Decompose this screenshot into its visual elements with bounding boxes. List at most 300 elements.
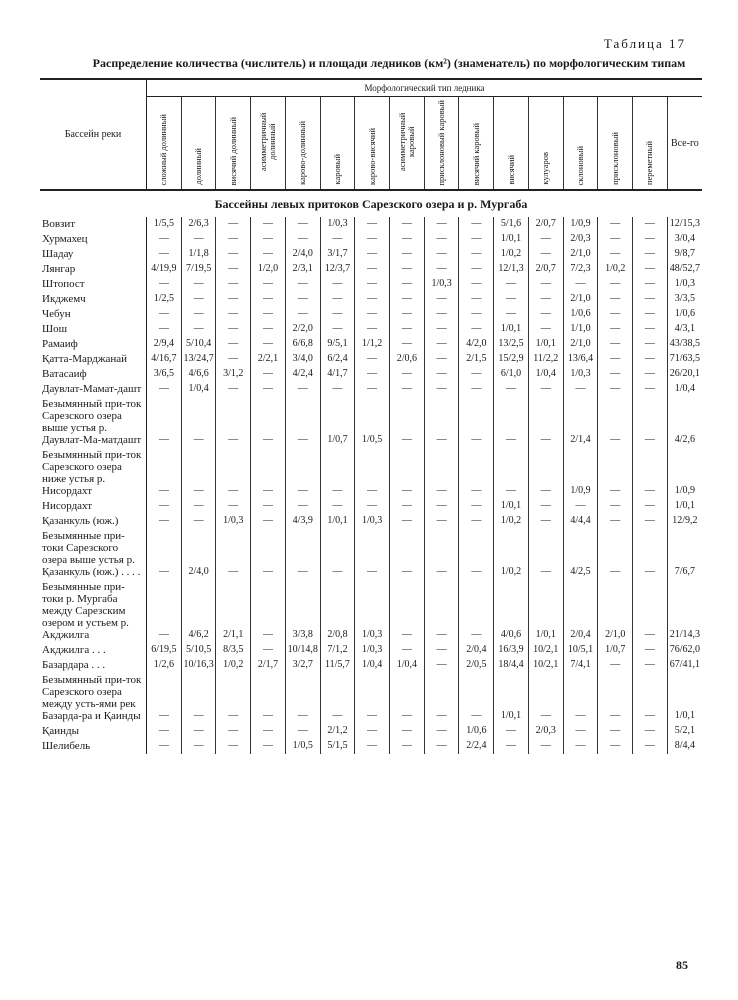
empty-dash: —	[332, 710, 343, 721]
count-over-area: 2/0,7	[535, 218, 556, 229]
empty-dash: —	[263, 218, 274, 229]
empty-dash: —	[436, 710, 447, 721]
table-cell	[390, 322, 425, 337]
table-cell	[216, 724, 251, 739]
table-cell	[181, 529, 216, 580]
empty-dash: —	[228, 566, 239, 577]
empty-dash: —	[436, 383, 447, 394]
table-cell	[320, 337, 355, 352]
table-cell	[424, 337, 459, 352]
empty-dash: —	[158, 323, 169, 334]
table-cell	[251, 217, 286, 232]
table-row	[40, 724, 702, 739]
table-cell	[251, 367, 286, 382]
table-cell	[355, 277, 390, 292]
empty-dash: —	[158, 515, 169, 526]
count-over-area: 13/2,5	[498, 338, 524, 349]
table-cell	[285, 292, 320, 307]
empty-dash: —	[401, 725, 412, 736]
table-cell	[667, 673, 702, 724]
table-cell	[563, 277, 598, 292]
table-cell	[216, 337, 251, 352]
empty-dash: —	[193, 725, 204, 736]
basin-name: Шелибель	[40, 739, 147, 754]
empty-dash: —	[228, 500, 239, 511]
empty-dash: —	[263, 308, 274, 319]
count-over-area: 7/2,3	[570, 263, 591, 274]
table-row	[40, 643, 702, 658]
table-cell	[424, 739, 459, 754]
table-cell	[355, 322, 390, 337]
table-cell	[147, 514, 182, 529]
column-header	[285, 97, 320, 191]
column-header	[320, 97, 355, 191]
table-cell	[181, 232, 216, 247]
table-cell	[528, 247, 563, 262]
empty-dash: —	[263, 293, 274, 304]
empty-dash: —	[471, 233, 482, 244]
table-cell	[285, 739, 320, 754]
table-cell	[528, 397, 563, 448]
table-cell	[355, 292, 390, 307]
count-over-area: 1/0,1	[500, 500, 522, 511]
table-cell	[563, 322, 598, 337]
empty-dash: —	[193, 485, 204, 496]
table-cell	[563, 352, 598, 367]
table-cell	[181, 382, 216, 397]
table-cell	[494, 643, 529, 658]
empty-dash: —	[506, 278, 517, 289]
empty-dash: —	[644, 740, 655, 751]
empty-dash: —	[436, 629, 447, 640]
count-over-area: 9/5,1	[327, 338, 348, 349]
table-cell	[216, 247, 251, 262]
count-over-area: 10/16,3	[183, 659, 214, 670]
column-header-label: присклоновый	[609, 132, 620, 185]
table-cell	[216, 367, 251, 382]
table-cell	[667, 262, 702, 277]
column-header	[424, 97, 459, 191]
column-header	[355, 97, 390, 191]
count-over-area: 9/8,7	[674, 248, 696, 259]
count-over-area: 3/3,8	[292, 629, 313, 640]
table-cell	[285, 382, 320, 397]
count-over-area: 13/24,7	[183, 353, 214, 364]
table-cell	[285, 448, 320, 499]
table-cell	[181, 277, 216, 292]
count-over-area: 2/6,3	[188, 218, 209, 229]
morph-type-header: Морфологический тип ледника	[147, 79, 703, 97]
table-cell	[320, 367, 355, 382]
table-cell	[390, 397, 425, 448]
column-header	[216, 97, 251, 191]
table-cell	[320, 673, 355, 724]
count-over-area: 1/0,3	[570, 368, 591, 379]
table-cell	[251, 673, 286, 724]
table-cell	[494, 367, 529, 382]
table-cell	[147, 643, 182, 658]
count-over-area: 15/2,9	[498, 353, 524, 364]
page-number: 85	[676, 958, 688, 972]
empty-dash: —	[644, 218, 655, 229]
table-cell	[598, 247, 633, 262]
column-header	[528, 97, 563, 191]
column-header	[494, 97, 529, 191]
count-over-area: 16/3,9	[498, 644, 524, 655]
table-cell	[216, 307, 251, 322]
table-cell	[216, 352, 251, 367]
table-cell	[147, 352, 182, 367]
table-cell	[355, 247, 390, 262]
empty-dash: —	[367, 353, 378, 364]
empty-dash: —	[540, 308, 551, 319]
table-cell	[528, 352, 563, 367]
table-cell	[633, 262, 668, 277]
table-cell	[251, 337, 286, 352]
table-cell	[633, 337, 668, 352]
empty-dash: —	[644, 278, 655, 289]
table-cell	[390, 673, 425, 724]
table-cell	[633, 643, 668, 658]
column-header	[147, 97, 182, 191]
count-over-area: 10/14,8	[287, 644, 318, 655]
empty-dash: —	[297, 485, 308, 496]
table-cell	[390, 448, 425, 499]
table-cell	[424, 277, 459, 292]
table-cell	[251, 580, 286, 643]
table-cell	[147, 322, 182, 337]
count-over-area: 4/3,1	[674, 323, 696, 334]
count-over-area: 2/1,5	[466, 353, 487, 364]
empty-dash: —	[575, 710, 586, 721]
section-heading: Бассейны левых притоков Сарезского озера и р. Мургаба	[214, 196, 528, 211]
empty-dash: —	[610, 293, 621, 304]
table-cell	[147, 673, 182, 724]
table-cell	[251, 352, 286, 367]
table-cell	[667, 643, 702, 658]
table-cell	[528, 448, 563, 499]
empty-dash: —	[263, 383, 274, 394]
empty-dash: —	[471, 383, 482, 394]
table-cell	[320, 448, 355, 499]
table-cell	[216, 217, 251, 232]
table-cell	[181, 514, 216, 529]
empty-dash: —	[193, 434, 204, 445]
basin-name: Базардара . . .	[40, 658, 147, 673]
empty-dash: —	[401, 233, 412, 244]
table-cell	[216, 382, 251, 397]
table-cell	[528, 658, 563, 673]
table-cell	[251, 322, 286, 337]
table-cell	[355, 262, 390, 277]
basin-name: Ватасаиф	[40, 367, 147, 382]
empty-dash: —	[644, 293, 655, 304]
table-cell	[181, 292, 216, 307]
empty-dash: —	[610, 485, 621, 496]
table-cell	[285, 580, 320, 643]
count-over-area: 3/3,5	[674, 293, 696, 304]
count-over-area: 2/1,7	[257, 659, 279, 670]
table-cell	[528, 724, 563, 739]
table-cell	[633, 580, 668, 643]
empty-dash: —	[471, 629, 482, 640]
count-over-area: 2/0,7	[535, 263, 556, 274]
table-cell	[320, 322, 355, 337]
table-cell	[459, 247, 494, 262]
empty-dash: —	[158, 434, 169, 445]
empty-dash: —	[610, 353, 621, 364]
empty-dash: —	[158, 725, 169, 736]
table-cell	[285, 247, 320, 262]
table-cell	[355, 724, 390, 739]
empty-dash: —	[297, 725, 308, 736]
count-over-area: 1/0,3	[327, 218, 348, 229]
table-cell	[251, 658, 286, 673]
table-cell	[355, 529, 390, 580]
table-cell	[424, 352, 459, 367]
empty-dash: —	[193, 710, 204, 721]
empty-dash: —	[332, 323, 343, 334]
table-cell	[494, 277, 529, 292]
table-cell	[633, 448, 668, 499]
count-over-area: 11/5,7	[324, 659, 350, 670]
empty-dash: —	[436, 644, 447, 655]
table-cell	[355, 658, 390, 673]
empty-dash: —	[610, 515, 621, 526]
table-row	[40, 262, 702, 277]
table-cell	[598, 382, 633, 397]
count-over-area: 5/2,1	[674, 725, 696, 736]
count-over-area: 4/19,9	[151, 263, 177, 274]
empty-dash: —	[540, 278, 551, 289]
table-cell	[285, 217, 320, 232]
table-cell	[251, 739, 286, 754]
empty-dash: —	[401, 629, 412, 640]
table-cell	[633, 499, 668, 514]
count-over-area: 1/0,1	[535, 338, 556, 349]
table-cell	[528, 739, 563, 754]
table-cell	[494, 262, 529, 277]
empty-dash: —	[297, 500, 308, 511]
table-cell	[285, 262, 320, 277]
basin-name: Штопост	[40, 277, 147, 292]
table-cell	[528, 337, 563, 352]
empty-dash: —	[610, 368, 621, 379]
table-row	[40, 499, 702, 514]
empty-dash: —	[228, 434, 239, 445]
empty-dash: —	[367, 368, 378, 379]
table-cell	[667, 499, 702, 514]
table-cell	[147, 580, 182, 643]
empty-dash: —	[436, 353, 447, 364]
table-cell	[216, 499, 251, 514]
count-over-area: 71/63,5	[669, 353, 701, 364]
empty-dash: —	[263, 485, 274, 496]
basin-name: Шош	[40, 322, 147, 337]
count-over-area: 10/5,1	[567, 644, 594, 655]
basin-name: Қаинды	[40, 724, 147, 739]
count-over-area: 1/1,0	[570, 323, 591, 334]
table-cell	[390, 232, 425, 247]
table-cell	[633, 514, 668, 529]
empty-dash: —	[436, 659, 447, 670]
empty-dash: —	[193, 323, 204, 334]
table-cell	[181, 307, 216, 322]
table-cell	[528, 307, 563, 322]
table-cell	[181, 739, 216, 754]
count-over-area: 2/0,6	[396, 353, 418, 364]
count-over-area: 1/0,2	[500, 515, 522, 526]
table-cell	[147, 247, 182, 262]
count-over-area: 2/1,0	[570, 248, 591, 259]
empty-dash: —	[193, 233, 204, 244]
empty-dash: —	[506, 725, 517, 736]
table-cell	[181, 724, 216, 739]
table-cell	[147, 307, 182, 322]
count-over-area: 1/0,9	[674, 485, 696, 496]
basin-name: Безымянный при-ток Сарезского озера выше устья р. Даувлат-Ма-матдашт	[40, 397, 147, 448]
count-over-area: 4/4,4	[570, 515, 591, 526]
table-cell	[355, 448, 390, 499]
table-cell	[494, 724, 529, 739]
table-cell	[598, 580, 633, 643]
empty-dash: —	[158, 710, 169, 721]
column-header-label: каровый	[331, 154, 342, 185]
table-cell	[424, 529, 459, 580]
table-cell	[598, 529, 633, 580]
count-over-area: 2/0,5	[466, 659, 487, 670]
count-over-area: 7/6,7	[674, 566, 696, 577]
empty-dash: —	[263, 740, 274, 751]
table-cell	[424, 397, 459, 448]
table-cell	[320, 307, 355, 322]
table-cell	[181, 217, 216, 232]
table-cell	[320, 643, 355, 658]
table-cell	[598, 232, 633, 247]
table-cell	[528, 673, 563, 724]
empty-dash: —	[297, 293, 308, 304]
table-cell	[320, 739, 355, 754]
table-cell	[598, 658, 633, 673]
table-cell	[216, 514, 251, 529]
table-cell	[528, 382, 563, 397]
count-over-area: 1/5,5	[153, 218, 174, 229]
column-header-label: висячий долинный	[227, 116, 238, 185]
table-cell	[285, 673, 320, 724]
empty-dash: —	[471, 278, 482, 289]
empty-dash: —	[644, 434, 655, 445]
table-cell	[320, 352, 355, 367]
table-cell	[147, 292, 182, 307]
table-cell	[667, 367, 702, 382]
empty-dash: —	[540, 248, 551, 259]
table-cell	[320, 277, 355, 292]
table-cell	[285, 658, 320, 673]
table-cell	[355, 499, 390, 514]
table-cell	[633, 529, 668, 580]
empty-dash: —	[158, 383, 169, 394]
empty-dash: —	[193, 740, 204, 751]
count-over-area: 1/0,6	[674, 308, 696, 319]
table-cell	[216, 277, 251, 292]
table-cell	[181, 448, 216, 499]
empty-dash: —	[367, 233, 378, 244]
empty-dash: —	[401, 338, 412, 349]
count-over-area: 4/2,0	[466, 338, 487, 349]
table-cell	[667, 217, 702, 232]
table-cell	[216, 580, 251, 643]
empty-dash: —	[332, 293, 343, 304]
empty-dash: —	[610, 248, 621, 259]
table-cell	[424, 724, 459, 739]
table-cell	[251, 262, 286, 277]
empty-dash: —	[367, 383, 378, 394]
table-cell	[216, 658, 251, 673]
table-cell	[285, 307, 320, 322]
table-cell	[285, 514, 320, 529]
table-cell	[459, 739, 494, 754]
table-cell	[459, 514, 494, 529]
basin-name: Безымянные при-токи Сарезского озера выше устья р. Қазанкуль (юж.) . . . .	[40, 529, 147, 580]
table-row	[40, 367, 702, 382]
table-cell	[459, 658, 494, 673]
empty-dash: —	[158, 629, 169, 640]
count-over-area: 43/38,5	[669, 338, 701, 349]
empty-dash: —	[401, 515, 412, 526]
empty-dash: —	[436, 485, 447, 496]
table-cell	[563, 643, 598, 658]
empty-dash: —	[471, 323, 482, 334]
table-cell	[563, 247, 598, 262]
empty-dash: —	[471, 248, 482, 259]
empty-dash: —	[644, 338, 655, 349]
count-over-area: 2/2,1	[257, 353, 279, 364]
table-cell	[285, 337, 320, 352]
table-cell	[459, 262, 494, 277]
empty-dash: —	[367, 725, 378, 736]
empty-dash: —	[158, 566, 169, 577]
table-cell	[320, 514, 355, 529]
count-over-area: 3/1,7	[327, 248, 348, 259]
basin-name: Рамаиф	[40, 337, 147, 352]
empty-dash: —	[471, 368, 482, 379]
count-over-area: 2/1,1	[223, 629, 244, 640]
empty-dash: —	[506, 308, 517, 319]
empty-dash: —	[401, 383, 412, 394]
count-over-area: 12/3,7	[324, 263, 351, 274]
table-cell	[181, 322, 216, 337]
table-cell	[667, 448, 702, 499]
table-cell	[216, 397, 251, 448]
table-cell	[320, 724, 355, 739]
table-cell	[320, 499, 355, 514]
column-header	[390, 97, 425, 191]
table-cell	[667, 322, 702, 337]
count-over-area: 8/3,5	[223, 644, 244, 655]
table-cell	[390, 580, 425, 643]
empty-dash: —	[610, 338, 621, 349]
table-row	[40, 292, 702, 307]
empty-dash: —	[436, 293, 447, 304]
empty-dash: —	[263, 434, 274, 445]
count-over-area: 6/2,4	[327, 353, 348, 364]
empty-dash: —	[228, 383, 239, 394]
table-cell	[355, 643, 390, 658]
empty-dash: —	[436, 218, 447, 229]
table-cell	[563, 217, 598, 232]
empty-dash: —	[263, 278, 274, 289]
table-cell	[667, 232, 702, 247]
